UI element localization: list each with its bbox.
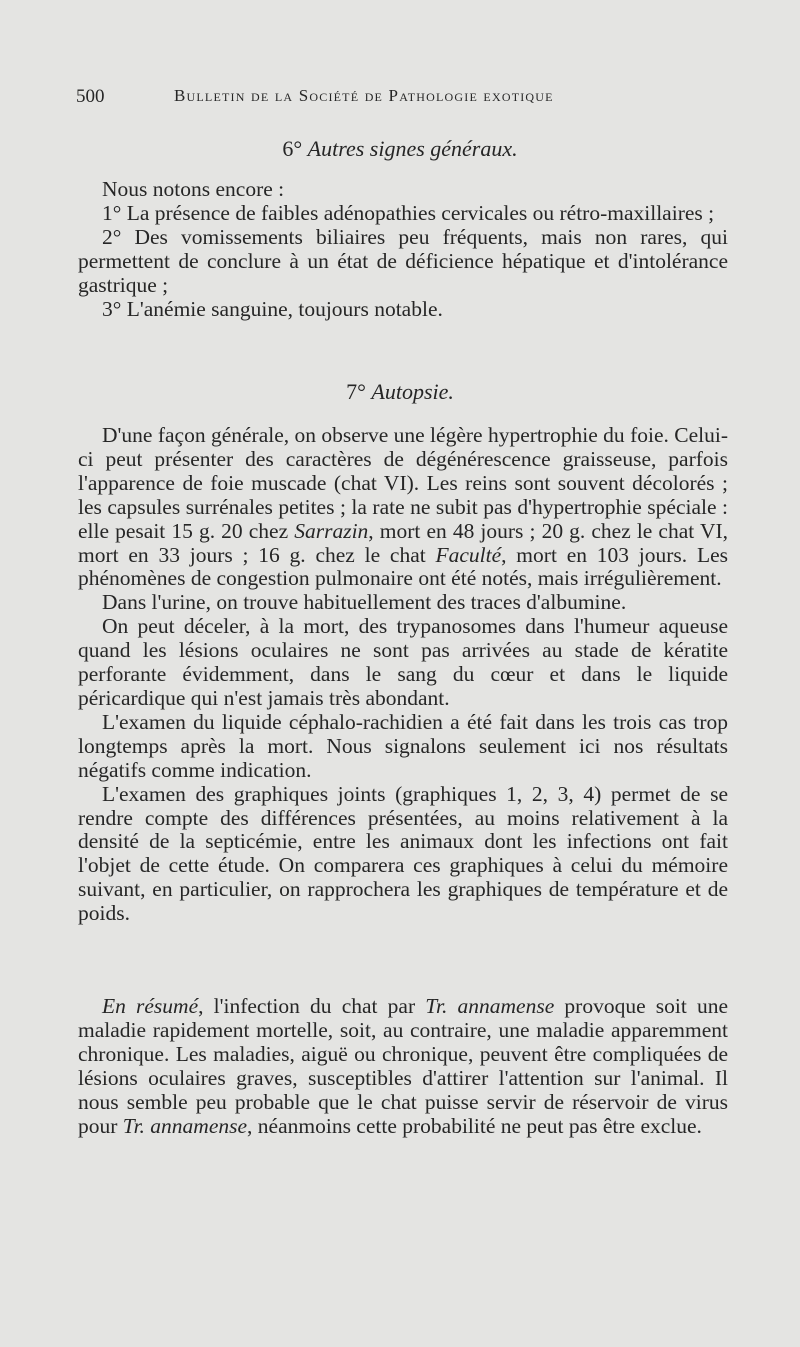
- page-header: [76, 86, 736, 116]
- section-heading-autres-signes: [0, 136, 800, 162]
- list-item: 2° Des vomissements biliaires peu fréquents, mais non rares, qui permettent de conclure à un état de déficience hépatique et d'intolérance gastrique ;: [78, 224, 728, 297]
- species-name: Tr. annamense: [122, 1113, 248, 1138]
- paragraph: L'examen des graphiques joints (graphiques 1, 2, 3, 4) permet de se rendre compte des différences présentées, au moins relativement à la densité de la septicémie, entre les animaux dont les infections ont fait l'objet de cette étude. On comparera ces graphiques à celui du mémoire suivant, en particulier, on rapprochera les graphiques de température et de poids.: [78, 781, 728, 926]
- section-body-autopsie: [78, 424, 728, 926]
- paragraph: L'examen du liquide céphalo-rachidien a été fait dans les trois cas trop longtemps après la mort. Nous signalons seulement ici nos résultats négatifs comme indication.: [78, 709, 728, 782]
- paragraph: En résumé, l'infection du chat par Tr. annamense provoque soit une maladie rapidement mortelle, soit, au contraire, une maladie apparemment chronique. Les maladies, aiguë ou chronique, peuvent être compliquées de lésions oculaires graves, susceptibles d'attirer l'attention sur l'animal. Il nous semble peu probable que le chat puisse servir de réservoir de virus pour Tr. annamense, néanmoins cette probabilité ne peut pas être exclue.: [78, 994, 729, 1138]
- section-title: Autres signes généraux.: [307, 136, 518, 161]
- list-item: 3° L'anémie sanguine, toujours notable.: [102, 296, 443, 321]
- section-title: Autopsie.: [371, 379, 454, 404]
- cat-name: Faculté: [435, 542, 502, 567]
- paragraph: Nous notons encore :: [102, 177, 285, 201]
- paragraph: Dans l'urine, on trouve habituellement des traces d'albumine.: [102, 590, 627, 615]
- summary-paragraph: [78, 995, 728, 1138]
- list-item: 1° La présence de faibles adénopathies cervicales ou rétro-maxillaires ;: [102, 200, 715, 225]
- page-number: 500: [76, 86, 105, 107]
- summary-lead: En résumé: [102, 994, 199, 1018]
- paragraph: On peut déceler, à la mort, des trypanosomes dans l'humeur aqueuse quand les lésions oculaires ne sont pas arrivées au stade de kératite perforante évidemment, dans le sang du cœur et dans le liquide péricardique qui n'est jamais très abondant.: [78, 614, 728, 710]
- section-body-autres-signes: [78, 178, 728, 321]
- section-heading-autopsie: [0, 379, 800, 405]
- running-title: Bulletin de la Société de Pathologie exotique: [174, 86, 554, 105]
- species-name: Tr. annamense: [425, 994, 555, 1018]
- section-number: 7°: [346, 379, 366, 404]
- section-number: 6°: [282, 136, 303, 161]
- paragraph: D'une façon générale, on observe une légère hypertrophie du foie. Celui-ci peut présenter des caractères de dégénérescence graisseuse, parfois l'apparence de foie muscade (chat VI). Les reins sont souvent décolorés ; les capsules surrénales petites ; la rate ne subit pas d'hypertrophie spéciale : elle pesait 15 g. 20 chez Sarrazin, mort en 48 jours ; 20 g. chez le chat VI, mort en 33 jours ; 16 g. chez le chat Faculté, mort en 103 jours. Les phénomènes de congestion pulmonaire ont été notés, mais irrégulièrement.: [78, 423, 729, 591]
- cat-name: Sarrazin: [294, 518, 369, 543]
